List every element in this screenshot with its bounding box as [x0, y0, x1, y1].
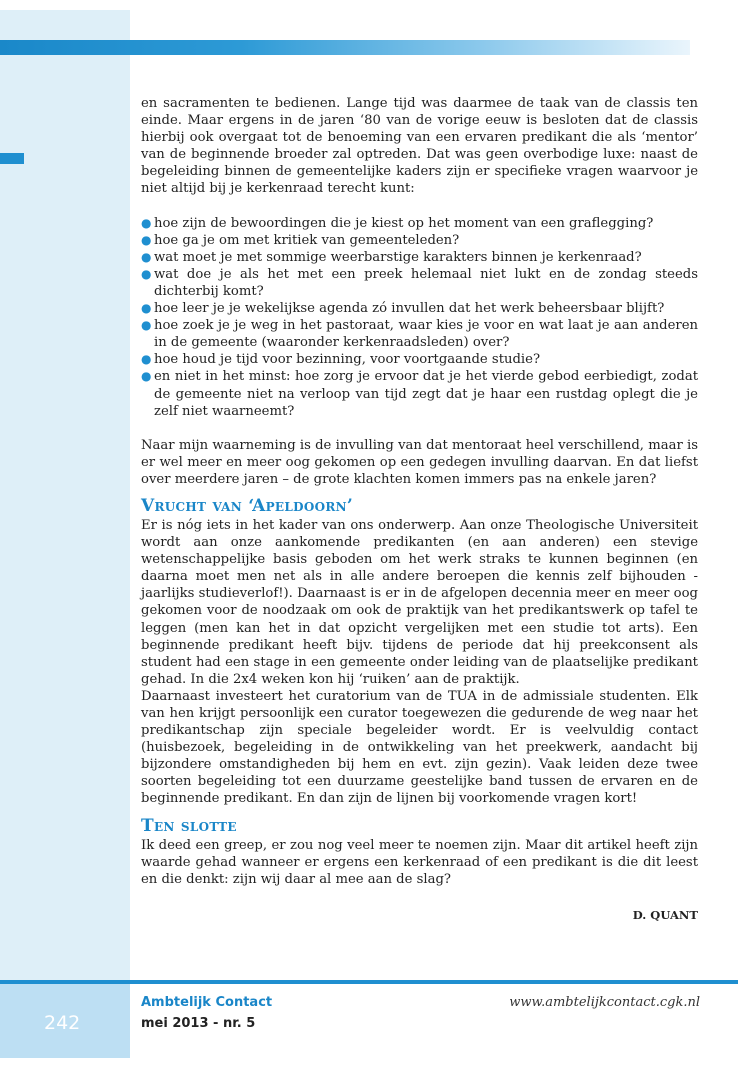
observation-paragraph: Naar mijn waarneming is de invulling van dat mentoraat heel verschillend, maar is er wel meer en meer oog gekomen op een gedegen invulling daarvan. En dat liefst over meerdere jaren – de grote klachten komen immers pas na enkele jaren?	[141, 437, 698, 487]
bullet-icon: ●	[141, 352, 152, 367]
bullet-icon: ●	[141, 369, 152, 384]
list-item: ● hoe zoek je je weg in het pastoraat, waar kies je voor en wat laat je aan anderen in de gemeente (waaronder kerkenraadsleden) over?	[141, 318, 698, 351]
author-signature: D. QUANT	[632, 907, 698, 922]
section1-paragraph-2: Daarnaast investeert het curatorium van de TUA in de admissiale studenten. Elk van hen krijgt persoonlijk een curator toegewezen die gedurende de weg naar het predikantschap zijn speciale begeleider wordt. Er is veelvuldig contact (huisbezoek, begeleiding in de ontwikkeling van het preekwerk, aandacht bij bijzondere omstandigheden bij hem en evt. zijn gezin). Vaak leiden deze twee soorten begeleiding tot een duurzame geestelijke band tussen de ervaren en de beginnende predikant. En dan zijn de lijnen bij voorkomende vragen kort!	[141, 688, 698, 807]
article-body	[141, 95, 698, 924]
question-list	[141, 215, 698, 420]
magazine-title: Ambtelijk Contact	[141, 995, 273, 1010]
list-item: ● en niet in het minst: hoe zorg je ervoor dat je het vierde gebod eerbiedigt, zodat de gemeente niet na verloop van tijd zegt dat je haar een rustdag oplegt die je zelf niet waarneemt?	[141, 369, 698, 419]
section-heading-ten-slotte: Ten slotte	[141, 815, 237, 836]
list-item: ● hoe houd je tijd voor bezinning, voor voortgaande studie?	[141, 352, 541, 368]
list-item: ● hoe leer je je wekelijkse agenda zó invullen dat het werk beheersbaar blijft?	[141, 301, 665, 317]
bullet-icon: ●	[141, 301, 152, 316]
section1-paragraph-1: Er is nóg iets in het kader van ons onderwerp. Aan onze Theologische Universiteit wordt aan onze aankomende predikanten (en aan anderen) een stevige wetenschappelijke basis geboden om het werk straks te kunnen beginnen (en daarna moet men net als in alle andere beroepen die kennis zelf bijhouden - jaarlijks studieverlof!). Daarnaast is er in de afgelopen decennia meer en meer oog gekomen voor de noodzaak om ook de praktijk van het predikantswerk op tafel te leggen (men kan het in dat opzicht vergelijken met een studie tot arts). Een beginnende predikant heeft bijv. tijdens de periode dat hij preekconsent als student had een stage in een gemeente onder leiding van de plaatselijke predikant gehad. In die 2x4 weken kon hij ‘ruiken’ aan de praktijk.	[141, 517, 698, 687]
side-marker	[0, 153, 24, 164]
section-heading-apeldoorn: Vrucht van ‘Apeldoorn’	[141, 495, 354, 516]
bullet-icon: ●	[141, 318, 152, 333]
bullet-icon: ●	[141, 249, 152, 264]
bullet-icon: ●	[141, 215, 152, 230]
page-number: 242	[44, 1012, 81, 1034]
bullet-icon: ●	[141, 266, 152, 281]
intro-paragraph: en sacramenten te bedienen. Lange tijd was daarmee de taak van de classis ten einde. Maar ergens in de jaren ‘80 van de vorige eeuw is besloten dat de classis hierbij ook overgaat tot de benoeming van een ervaren predikant die als ‘mentor’ van de beginnende broeder zal optreden. Dat was geen overbodige luxe: naast de begeleiding binnen de gemeentelijke kaders zijn er specifieke vragen waarvoor je niet altijd bij je kerkenraad terecht kunt:	[141, 96, 698, 197]
list-item: ● hoe ga je om met kritiek van gemeenteleden?	[141, 232, 460, 248]
list-item: ● hoe zijn de bewoordingen die je kiest op het moment van een graflegging?	[141, 215, 654, 231]
website-url: www.ambtelijkcontact.cgk.nl	[509, 995, 700, 1010]
section2-paragraph: Ik deed een greep, er zou nog veel meer te noemen zijn. Maar dit artikel heeft zijn waarde gehad wanneer er ergens een kerkenraad of een predikant is die dit leest en die denkt: zijn wij daar al mee aan de slag?	[141, 837, 698, 887]
top-gradient-bar	[0, 40, 690, 55]
list-item: ● wat doe je als het met een preek helemaal niet lukt en de zondag steeds dichterbij komt?	[141, 266, 698, 299]
list-item: ● wat moet je met sommige weerbarstige karakters binnen je kerkenraad?	[141, 249, 642, 265]
issue-label: mei 2013 - nr. 5	[141, 1016, 256, 1031]
left-margin-band	[0, 10, 130, 1058]
bullet-icon: ●	[141, 232, 152, 247]
